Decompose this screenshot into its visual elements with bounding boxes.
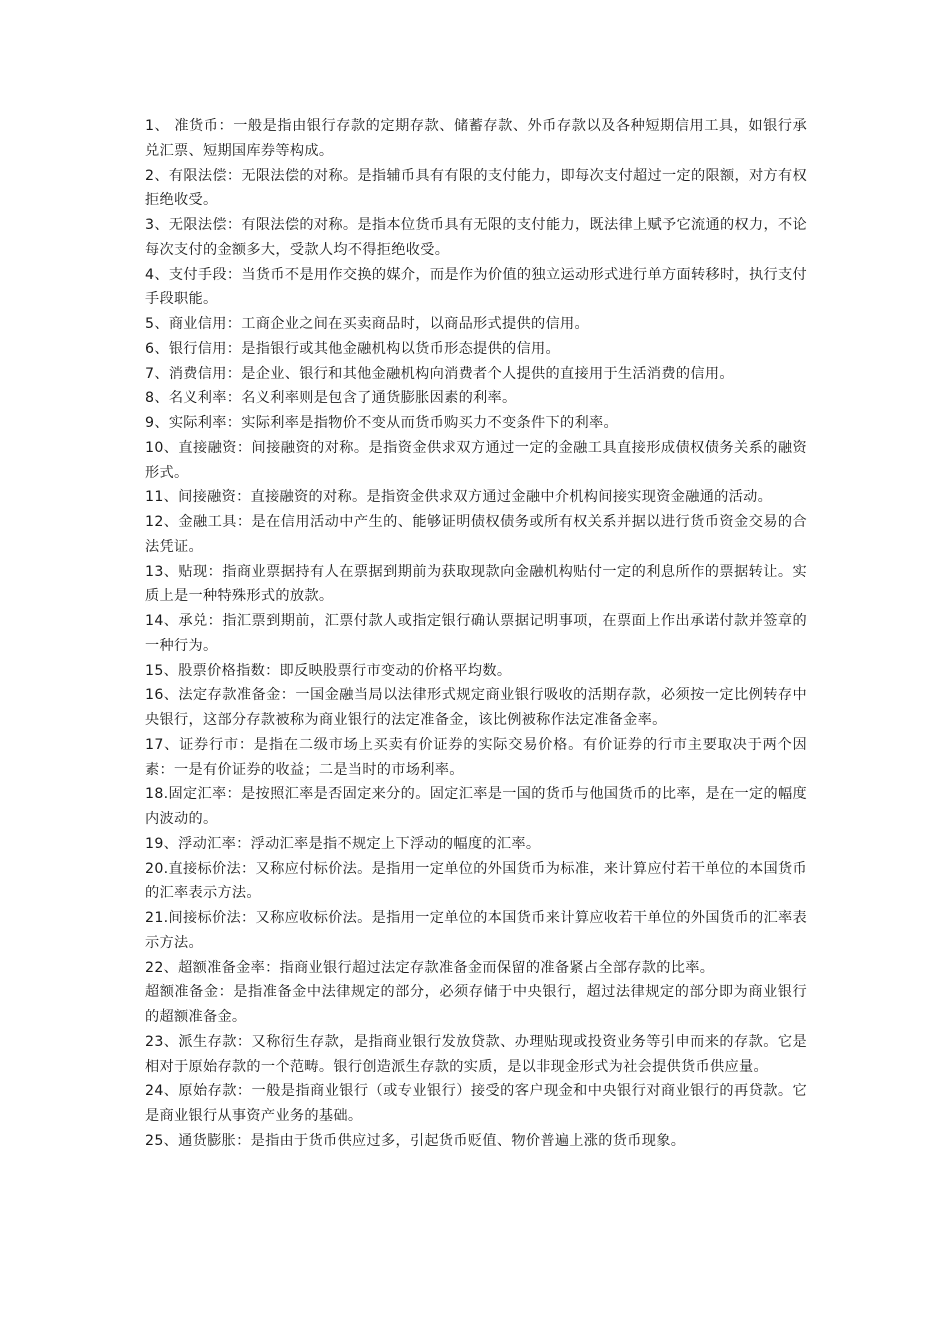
document-body xyxy=(145,114,807,1154)
term-entry-20: 20.直接标价法：又称应付标价法。是指用一定单位的外国货币为标准，来计算应付若干单位的本国货币的汇率表示方法。 xyxy=(145,860,807,902)
term-entry-16: 16、法定存款准备金：一国金融当局以法律形式规定商业银行吸收的活期存款，必须按一定比例转存中央银行，这部分存款被称为商业银行的法定准备金，该比例被称作法定准备金率。 xyxy=(145,687,807,728)
term-entry-18: 18.固定汇率：是按照汇率是否固定来分的。固定汇率是一国的货币与他国货币的比率，是在一定的幅度内波动的。 xyxy=(145,786,807,827)
term-entry-2: 2、有限法偿：无限法偿的对称。是指辅币具有有限的支付能力，即每次支付超过一定的限额，对方有权拒绝收受。 xyxy=(145,167,807,209)
term-entry-17: 17、证券行市：是指在二级市场上买卖有价证券的实际交易价格。有价证券的行市主要取决于两个因素：一是有价证券的收益；二是当时的市场利率。 xyxy=(145,736,807,778)
term-entry-25: 25、通货膨胀：是指由于货币供应过多，引起货币贬值、物价普遍上涨的货币现象。 xyxy=(145,1132,686,1149)
term-entry-19: 19、浮动汇率：浮动汇率是指不规定上下浮动的幅度的汇率。 xyxy=(145,835,541,852)
term-entry-4: 4、支付手段：当货币不是用作交换的媒介，而是作为价值的独立运动形式进行单方面转移时，执行支付手段职能。 xyxy=(145,266,807,308)
term-entry-8: 8、名义利率：名义利率则是包含了通货膨胀因素的利率。 xyxy=(145,390,517,407)
term-entry-24: 24、原始存款：一般是指商业银行（或专业银行）接受的客户现金和中央银行对商业银行的再贷款。它是商业银行从事资产业务的基础。 xyxy=(145,1083,807,1124)
term-entry-21: 21.间接标价法：又称应收标价法。是指用一定单位的本国货币来计算应收若干单位的外国货币的汇率表示方法。 xyxy=(145,910,807,951)
term-entry-9: 9、实际利率：实际利率是指物价不变从而货币购买力不变条件下的利率。 xyxy=(145,415,618,431)
term-entry-15: 15、股票价格指数：即反映股票行市变动的价格平均数。 xyxy=(145,662,512,679)
term-entry-10: 10、直接融资：间接融资的对称。是指资金供求双方通过一定的金融工具直接形成债权债务关系的融资形式。 xyxy=(145,439,807,481)
term-entry-23: 23、派生存款：又称衍生存款，是指商业银行发放贷款、办理贴现或投资业务等引申而来的存款。它是相对于原始存款的一个范畴。银行创造派生存款的实质，是以非现金形式为社会提供货币供应量。 xyxy=(145,1033,807,1075)
term-entry-3: 3、无限法偿：有限法偿的对称。是指本位货币具有无限的支付能力，既法律上赋予它流通的权力，不论每次支付的金额多大，受款人均不得拒绝收受。 xyxy=(145,217,807,258)
term-entry-6: 6、银行信用：是指银行或其他金融机构以货币形态提供的信用。 xyxy=(145,340,560,357)
term-entry-5: 5、商业信用：工商企业之间在买卖商品时，以商品形式提供的信用。 xyxy=(145,316,589,332)
term-entry-12: 12、金融工具：是在信用活动中产生的、能够证明债权债务或所有权关系并据以进行货币资金交易的合法凭证。 xyxy=(145,514,807,555)
term-entry-22-supplement: 超额准备金：是指准备金中法律规定的部分，必须存储于中央银行，超过法律规定的部分即为商业银行的超额准备金。 xyxy=(145,984,807,1025)
term-entry-11: 11、间接融资：直接融资的对称。是指资金供求双方通过金融中介机构间接实现资金融通的活动。 xyxy=(145,489,773,506)
term-entry-14: 14、承兑：指汇票到期前，汇票付款人或指定银行确认票据记明事项，在票面上作出承诺付款并签章的一种行为。 xyxy=(145,613,807,654)
term-entry-22: 22、超额准备金率：指商业银行超过法定存款准备金而保留的准备紧占全部存款的比率。 xyxy=(145,959,715,976)
term-entry-1: 1、 准货币：一般是指由银行存款的定期存款、储蓄存款、外币存款以及各种短期信用工具，如银行承兑汇票、短期国库券等构成。 xyxy=(145,118,807,159)
term-entry-13: 13、贴现：指商业票据持有人在票据到期前为获取现款向金融机构贴付一定的利息所作的票据转让。实质上是一种特殊形式的放款。 xyxy=(145,563,807,605)
term-entry-7: 7、消费信用：是企业、银行和其他金融机构向消费者个人提供的直接用于生活消费的信用。 xyxy=(145,365,734,382)
